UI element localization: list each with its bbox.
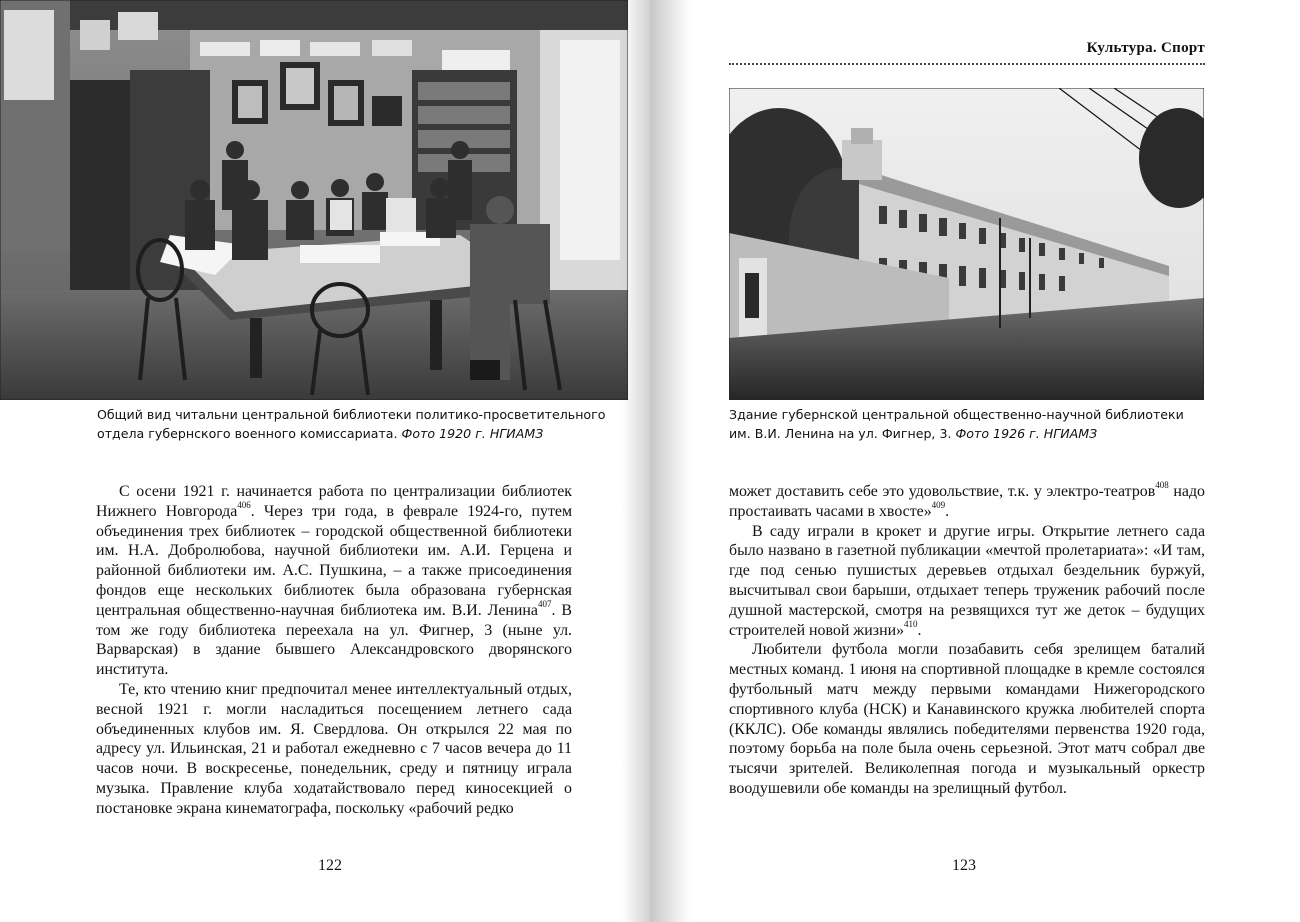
header-rule [729, 63, 1205, 65]
reading-room-illustration [0, 0, 628, 400]
footnote-ref: 408 [1155, 480, 1169, 490]
gutter-shadow [622, 0, 650, 922]
footnote-ref: 407 [537, 598, 552, 609]
reading-room-photo [0, 0, 628, 400]
text-run: С осени 1921 г. начинается работа по централизации библиотек Нижнего Новгорода [96, 483, 572, 520]
photo-caption [97, 405, 617, 443]
body-text [96, 482, 572, 819]
text-run: надо простаивать часами в хвосте» [729, 483, 1205, 520]
text-run: Те, кто чтению книг предпочитал менее интеллектуальный отдых, весной 1921 г. могли насладиться посещением летнего сада объединенных клубов им. Я. Свердлова. Он открылся 22 мая по адресу ул. Ильинская, 21 и работал ежедневно с 7 часов вечера до 11 часов ночи. В воскресенье, понедельник, среду и пятницу играла музыка. Правление клуба ходатайствовало перед киносекцией о постановке экрана кинематографа, поскольку «рабочий редко [96, 680, 572, 817]
library-building-photo [729, 88, 1204, 400]
page-number: 123 [952, 857, 976, 874]
paragraph [96, 482, 572, 680]
caption-source: Фото 1926 г. НГИАМЗ [955, 426, 1098, 441]
paragraph [729, 482, 1205, 522]
text-run: . [917, 621, 922, 639]
caption-text: им. В.И. Ленина на ул. Фигнер, 3. [729, 426, 956, 441]
paragraph [96, 680, 572, 819]
text-run: Любители футбола могли позабавить себя зрелищем баталий местных команд. 1 июня на спортивной площадке в кремле состоялся футбольный матч между первыми командами Нижегородского спортивного клуба (НСК) и Канавинского кружка любителей спорта (ККЛС). Обе команды являлись победителями первенства 1920 года, поэтому борьба на поле была очень серьезной. Этот матч собрал две тысячи зрителей. Великолепная погода и музыкальный оркестр воодушевили обе команды на зрелищный футбол. [729, 641, 1205, 797]
library-building-illustration [729, 88, 1204, 400]
caption-text: отдела губернского военного комиссариата. [97, 426, 402, 441]
body-text [729, 482, 1205, 799]
text-run: может доставить себе это удовольствие, т.к. у электро-театров [729, 483, 1156, 500]
footnote-ref: 410 [904, 618, 918, 629]
photo-caption [729, 405, 1209, 443]
text-run: В саду играли в крокет и другие игры. Открытие летнего сада было названо в газетной публикации «мечтой пролетариата»: «И там, где под сенью пушистых деревьев отдыхал бездельник буржуй, высчитывал свои барыши, отдыхает теперь труженик рабочий после душной мастерской, смотря на резвящихся тут же деток – будущих строителей новой жизни» [729, 522, 1205, 639]
caption-line [97, 424, 617, 443]
running-head: Культура. Спорт [1086, 40, 1205, 56]
text-run: . В том же году библиотека переехала на ул. Фигнер, 3 (ныне ул. Варварская) в здание бывшего Александровского дворянского института. [96, 601, 572, 679]
caption-line: Здание губернской центральной общественно-научной библиотеки [729, 407, 1184, 422]
caption-source: Фото 1920 г. НГИАМЗ [401, 426, 544, 441]
caption-line: Общий вид читальни центральной библиотеки политико-просветительного [97, 407, 606, 422]
footnote-ref: 409 [931, 499, 946, 510]
page-number: 122 [318, 857, 342, 874]
text-run: . Через три года, в феврале 1924-го, путем объединения трех библиотек – городской общественной библиотеки им. Н.А. Добролюбова, научной библиотеки им. А.И. Герцена и районной библиотеки им. А.С. Пушкина, – а также присоединения фондов еще нескольких библиотек была образована губернская центральная общественно-научная библиотека им. В.И. Ленина [96, 502, 573, 619]
gutter-shadow [650, 0, 690, 922]
paragraph [729, 640, 1205, 798]
paragraph [729, 522, 1205, 641]
caption-line [729, 424, 1209, 443]
footnote-ref: 406 [237, 499, 251, 510]
text-run: . [945, 502, 950, 520]
right-page [650, 0, 1300, 922]
